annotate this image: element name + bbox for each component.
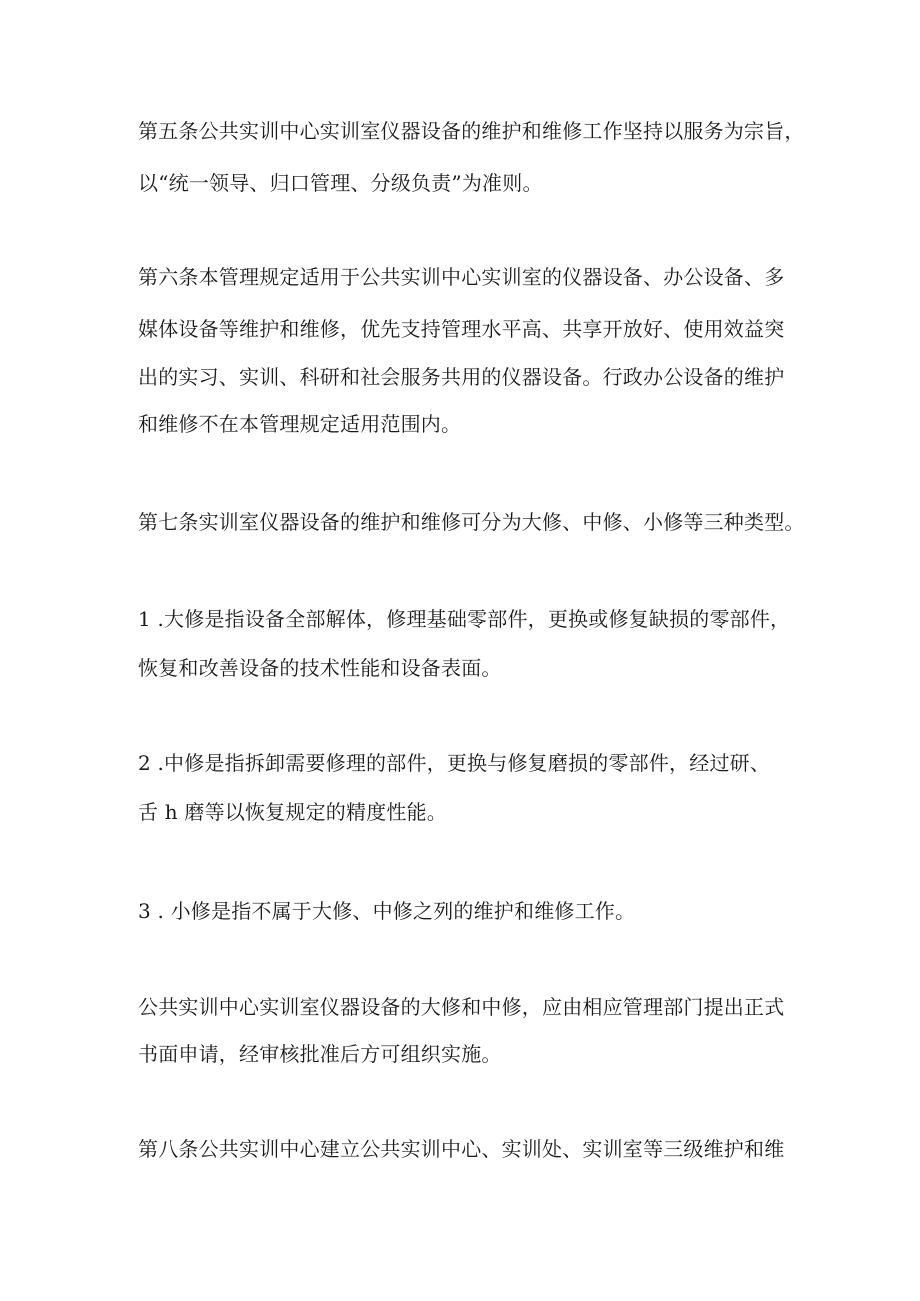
paragraph-3-line-1: 第七条实训室仪器设备的维护和维修可分为大修、中修、小修等三种类型。: [138, 510, 805, 534]
paragraph-7-line-2: 书面申请，经审核批准后方可组织实施。: [138, 1042, 502, 1066]
paragraph-5-line-2: 舌 h 磨等以恢复规定的精度性能。: [138, 800, 447, 824]
paragraph-2-line-3: 出的实习、实训、科研和社会服务共用的仪器设备。行政办公设备的维护: [138, 365, 785, 389]
paragraph-7-line-1: 公共实训中心实训室仪器设备的大修和中修，应由相应管理部门提出正式: [138, 995, 785, 1019]
paragraph-4-line-2: 恢复和改善设备的技术性能和设备表面。: [138, 656, 502, 680]
paragraph-6-line-1: 3 . 小修是指不属于大修、中修之列的维护和维修工作。: [138, 899, 636, 923]
paragraph-2-line-1: 第六条本管理规定适用于公共实训中心实训室的仪器设备、办公设备、多: [138, 265, 785, 289]
paragraph-5-line-1: 2 .中修是指拆卸需要修理的部件，更换与修复磨损的零部件，经过研、: [138, 751, 771, 775]
paragraph-8-line-1: 第八条公共实训中心建立公共实训中心、实训处、实训室等三级维护和维: [138, 1137, 785, 1161]
paragraph-2-line-2: 媒体设备等维护和维修，优先支持管理水平高、共享开放好、使用效益突: [138, 317, 785, 341]
paragraph-1-line-2: 以“统一领导、归口管理、分级负责”为准则。: [138, 171, 543, 195]
paragraph-2-line-4: 和维修不在本管理规定适用范围内。: [138, 412, 462, 436]
paragraph-1-line-1: 第五条公共实训中心实训室仪器设备的维护和维修工作坚持以服务为宗旨，: [138, 119, 805, 143]
paragraph-4-line-1: 1 .大修是指设备全部解体，修理基础零部件，更换或修复缺损的零部件，: [138, 607, 791, 631]
